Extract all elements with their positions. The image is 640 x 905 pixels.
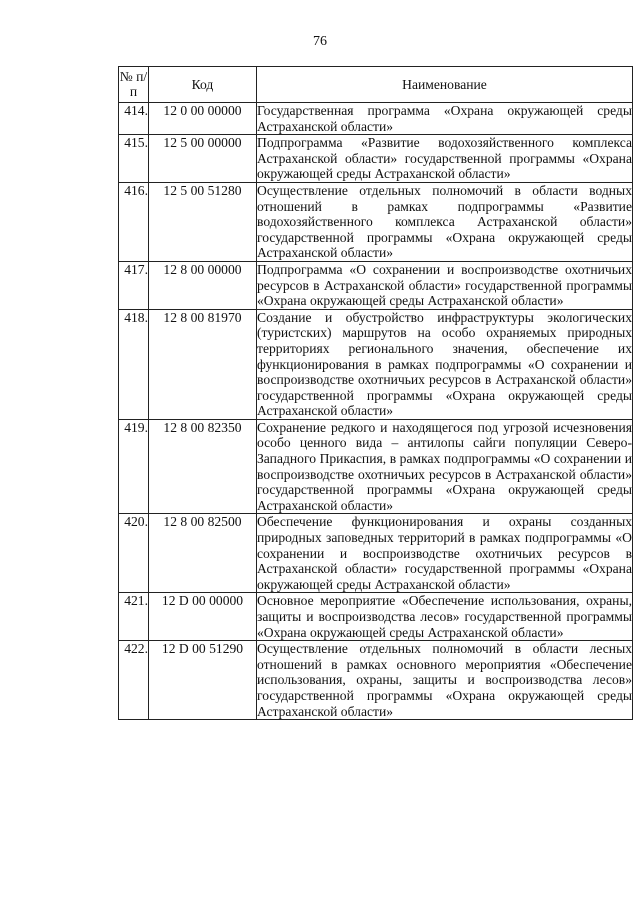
table-row <box>119 309 633 419</box>
row-name: Подпрограмма «О сохранении и воспроизводстве охотничьих ресурсов в Астраханской области» государственной программы «Охрана окружающей среды Астраханской области» <box>257 261 632 309</box>
table-row <box>119 641 633 720</box>
row-name: Основное мероприятие «Обеспечение использования, охраны, защиты и воспроизводства лесов» государственной программы «Охрана окружающей среды Астраханской области» <box>257 593 632 640</box>
row-number: 421. <box>119 593 149 641</box>
row-code: 12 8 00 00000 <box>149 261 257 309</box>
row-name: Осуществление отдельных полномочий в области водных отношений в рамках подпрограммы «Развитие водохозяйственного комплекса Астраханской области» государственной программы «Охрана окружающей среды Астраханской области» <box>257 182 632 261</box>
row-code: 12 0 00 00000 <box>149 103 257 135</box>
table-row <box>119 261 633 309</box>
budget-classification-table <box>118 66 633 720</box>
row-number: 420. <box>119 514 149 593</box>
row-code: 12 8 00 82350 <box>149 419 257 514</box>
page-number: 76 <box>313 34 327 49</box>
row-name: Создание и обустройство инфраструктуры экологических (туристских) маршрутов на особо охраняемых природных территориях регионального значения, обеспечение их функционирования в рамках подпрограммы «О сохранении и воспроизводстве охотничьих ресурсов в Астраханской области» государственной программы «Охрана окружающей среды Астраханской области» <box>257 309 632 419</box>
row-code: 12 5 00 51280 <box>149 182 257 261</box>
row-code: 12 D 00 51290 <box>149 641 257 720</box>
table-row <box>119 135 633 183</box>
table-row <box>119 182 633 261</box>
row-name: Обеспечение функционирования и охраны созданных природных заповедных территорий в рамках подпрограммы «О сохранении и воспроизводстве охотничьих ресурсов в Астраханской области» государственной программы «Охрана окружающей среды Астраханской области» <box>257 514 632 592</box>
row-number: 416. <box>119 182 149 261</box>
table-header-row <box>119 67 633 103</box>
row-number: 414. <box>119 103 149 135</box>
row-number: 418. <box>119 309 149 419</box>
row-code: 12 5 00 00000 <box>149 135 257 183</box>
table-row <box>119 514 633 593</box>
table-row <box>119 103 633 135</box>
table-row <box>119 593 633 641</box>
row-name: Подпрограмма «Развитие водохозяйственного комплекса Астраханской области» государственной программы «Охрана окружающей среды Астраханской области» <box>257 135 632 182</box>
header-name: Наименование <box>257 67 633 103</box>
row-name: Осуществление отдельных полномочий в области лесных отношений в рамках основного мероприятия «Обеспечение использования, охраны, защиты и воспроизводства лесов» государственной программы «Охрана окружающей среды Астраханской области» <box>257 641 632 719</box>
row-number: 419. <box>119 419 149 514</box>
row-number: 415. <box>119 135 149 183</box>
table-row <box>119 419 633 514</box>
row-code: 12 D 00 00000 <box>149 593 257 641</box>
row-code: 12 8 00 81970 <box>149 309 257 419</box>
row-number: 422. <box>119 641 149 720</box>
row-name: Государственная программа «Охрана окружающей среды Астраханской области» <box>257 103 632 134</box>
header-code: Код <box>149 67 257 103</box>
row-code: 12 8 00 82500 <box>149 514 257 593</box>
row-number: 417. <box>119 261 149 309</box>
row-name: Сохранение редкого и находящегося под угрозой исчезновения особо ценного вида – антилопы сайги популяции Северо-Западного Прикаспия, в рамках подпрограммы «О сохранении и воспроизводстве охотничьих ресурсов в Астраханской области» государственной программы «Охрана окружающей среды Астраханской области» <box>257 419 632 513</box>
header-row-number: № п/п <box>119 67 149 103</box>
